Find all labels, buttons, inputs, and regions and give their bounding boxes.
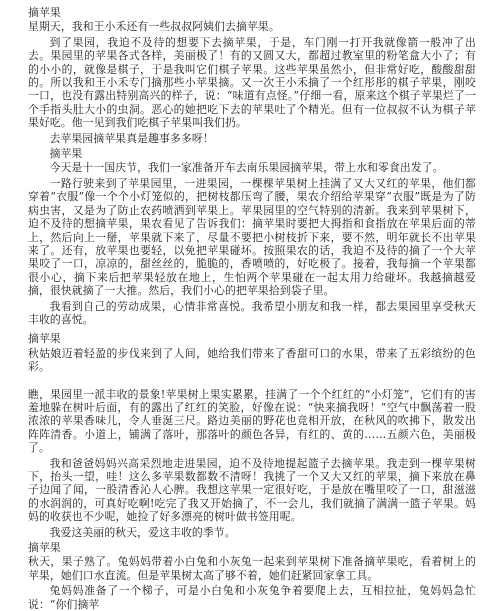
essay-title: 摘苹果 [28, 6, 61, 19]
paragraph: 今天是十一国庆节，我们一家准备开车去南乐果园摘苹果，带上水和零食出发了。 [49, 161, 444, 175]
essay-4 [28, 541, 476, 611]
blank-line [28, 376, 476, 386]
essay-title: 摘苹果 [49, 147, 83, 161]
paragraph: 我爱这美丽的秋天，爱这丰收的季节。 [49, 525, 236, 539]
paragraph: 一路行驶来到了苹果园里，一进果园，一棵棵苹果树上挂满了又大又红的苹果，他们都穿着“衣服”像一个个小灯笼似的，把树枝都压弯了腰，果农介绍给苹果穿“衣服”既是为了防病虫害，又是为了防止农药喷洒到苹果上。苹果园里的空气特别的清新。我来到苹果树下，迫不及待的想摘苹果，果农看见了告诉我们：摘苹果时要把大拇指和食指放在苹果后面的蒂上，然后向上一掰，苹果就下来了，尽量不要把小树枝折下来，要不然，明年就长不出苹果来了。还有，放苹果也要轻，以免把苹果碰坏。按照果农的话，我迫不及待的摘了一个大苹果咬了一口，凉凉的，甜丝丝的，脆脆的，香喷喷的，好吃极了。接着，我每摘一个苹果都很小心，摘下来后把苹果轻放在地上，生怕两个苹果碰在一起太用力给碰坏。我越摘越爱摘，很快就摘了一大推。然后，我们小心的把苹果拾到袋子里。 [28, 176, 476, 298]
paragraph: 到了果园，我迫不及待的想要下去摘苹果，于是，车门刚一打开我就像箭一般冲了出去。果园里的苹果各式各样，美丽极了！有的又圆又大，都超过教室里的粉笔盒大小了；有的小小的，就像是棋子，于是我叫它们棋子苹果。这些苹果虽然小，但非常好吃，酸酸甜甜的。所以我和王小禾专门摘那些小苹果摘。又一次王小禾摘了一个红彤彤的棋子苹果，刚咬一口，也没有露出特别高兴的样子，说：“味道有点怪。”仔细一看，原来这个棋子苹果烂了一个手指头肚大小的虫洞。恶心的她把吃下去的苹果吐了个精光。但有一位叔叔不认为棋子苹果好吃。他一见到我们吃棋子苹果叫我们扔。 [28, 35, 476, 130]
paragraph: 我和爸爸妈妈兴高采烈地走进果园，迫不及待地提起篮子去摘苹果。我走到一棵苹果树下，抬头一望，哇！这么多苹果数都数不清呀！我挑了一个又大又红的苹果，摘下来放在鼻子边闻了闻，一股清香沁人心脾。我想这苹果一定很好吃，于是放在嘴里咬了一口，甜滋滋的水润润的，可真好吃啊!吃完了我又开始摘了，不一会儿，我们就摘了满满一篮子苹果。妈妈的收获也不少呢，她捡了好多漂亮的树叶做书签用呢。 [28, 456, 476, 524]
essay-title: 摘苹果 [28, 541, 61, 555]
paragraph: 我看到自己的劳动成果，心情非常喜悦。我希望小朋友和我一样，都去果园里享受秋天丰收的喜悦。 [28, 299, 476, 326]
paragraph: 瞧，果园里一派丰收的景象!苹果树上果实累累，挂满了一个个红红的“小灯笼”，它们有的害羞地躲在树叶后面，有的露出了红红的笑脸，好像在说：“快来摘我呀！”空气中飘荡着一股浓浓的苹果香味儿，令人垂涎三尺。路边美丽的野花也竞相开放，在秋风的吹拂下，散发出阵阵清香。小道上，铺满了落叶，那落叶的颜色各异，有红的、黄的……五颜六色，美丽极了。 [28, 387, 476, 455]
paragraph: 星期天，我和王小禾还有一些叔叔阿姨们去摘苹果。 [28, 20, 280, 34]
paragraph: 秋天，果子熟了。兔妈妈带着小白兔和小灰兔一起来到苹果树下准备摘苹果吃，看着树上的苹果，她们口水直流。但是苹果树太高了够不着，她们赶紧回家拿工具。 [28, 555, 476, 582]
paragraph: 秋姑娘迈着轻盈的步伐来到了人间，她给我们带来了香甜可口的水果，带来了五彩缤纷的色彩。 [28, 346, 476, 374]
paragraph: 兔妈妈准备了一个梯子，可是小白兔和小灰兔争着要爬上去，互相拉扯，兔妈妈急忙说：“你们摘苹 [28, 584, 476, 611]
essay-1 [28, 6, 476, 145]
essay-title: 摘苹果 [28, 332, 61, 346]
essay-2 [28, 147, 476, 326]
paragraph: 去苹果园摘苹果真是趣事多多呀！ [49, 131, 214, 145]
essay-3 [28, 332, 476, 539]
